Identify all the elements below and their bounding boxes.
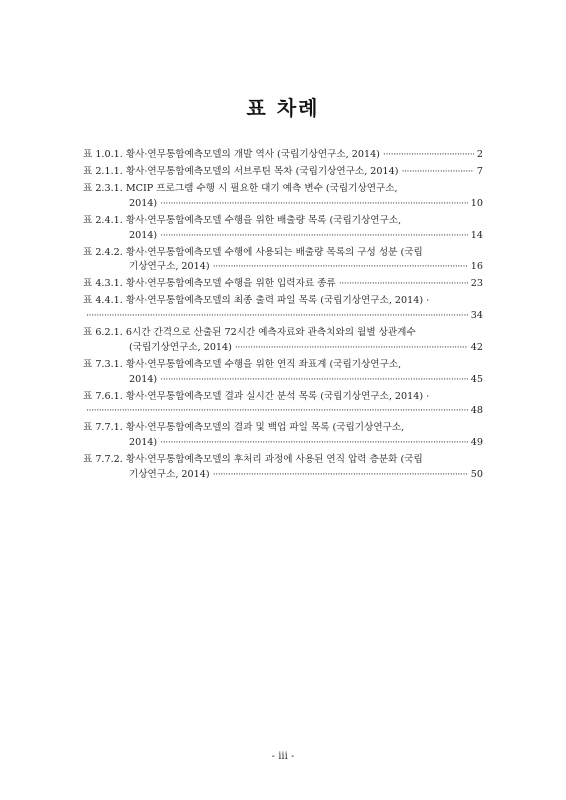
toc-entry-continuation: 2014) [129, 437, 158, 449]
dot-leader [339, 277, 468, 292]
toc-entry[interactable] [83, 421, 483, 451]
page-number: - iii - [271, 751, 295, 762]
toc-entry-page: 10 [470, 197, 483, 209]
toc-entry-text: 표 7.6.1. 황사·연무통합예측모델 결과 실시간 분석 목록 (국립기상연구소, 2014) · [83, 390, 430, 402]
toc-entry-text: 표 2.4.1. 황사·연무통합예측모델 수행을 위한 배출량 목록 (국립기상연구소, [83, 214, 402, 226]
dot-leader [86, 309, 468, 324]
toc-entry-text: 표 7.7.1. 황사·연무통합예측모델의 결과 및 백업 파일 목록 (국립기상연구소, [83, 422, 405, 434]
toc-entry-page: 48 [470, 405, 483, 417]
dot-leader [160, 436, 468, 451]
toc-entry[interactable] [83, 182, 483, 212]
toc-entry[interactable] [83, 326, 483, 356]
toc-entry-continuation: 기상연구소, 2014) [129, 261, 210, 273]
dot-leader [86, 404, 468, 419]
toc-entry-page: 23 [470, 278, 483, 290]
toc-entry[interactable] [83, 453, 483, 483]
dot-leader [160, 373, 468, 388]
toc-entry-text: 표 2.4.2. 황사·연무통합예측모델 수행에 사용되는 배출량 목록의 구성 성분 (국립 [83, 246, 423, 258]
toc-entry-text: 표 7.3.1. 황사·연무통합예측모델 수행을 위한 연직 좌표계 (국립기상연구소, [83, 358, 402, 370]
toc-entry[interactable] [83, 294, 483, 324]
toc-entry[interactable] [83, 165, 483, 180]
toc-entry-page: 49 [470, 437, 483, 449]
toc-entry[interactable] [83, 148, 483, 163]
toc-entry-text: 표 2.3.1. MCIP 프로그램 수행 시 필요한 대기 예측 변수 (국립기상연구소, [83, 182, 398, 194]
toc-entry-text: 표 2.1.1. 황사·연무통합예측모델의 서브루틴 목차 (국립기상연구소, 2014) [83, 165, 399, 177]
toc-entry[interactable] [83, 246, 483, 276]
dot-leader [160, 229, 468, 244]
toc-entry-page: 45 [470, 373, 483, 385]
toc-entry-page: 42 [470, 341, 483, 353]
toc-entry-page: 16 [470, 261, 483, 273]
toc-entry[interactable] [83, 358, 483, 388]
toc-entry-page: 50 [470, 469, 483, 480]
dot-leader [213, 260, 468, 275]
toc-entry-text: 표 4.4.1. 황사·연무통합예측모델의 최종 출력 파일 목록 (국립기상연구소, 2014) · [83, 295, 430, 307]
dot-leader [213, 468, 468, 483]
toc-entry-continuation: 2014) [129, 229, 158, 241]
toc-entry-continuation: (국립기상연구소, 2014) [129, 341, 232, 353]
toc-entry-continuation: 기상연구소, 2014) [129, 469, 210, 480]
toc-entry-page: 2 [476, 149, 483, 160]
toc-entry-text: 표 1.0.1. 황사·연무통합예측모델의 개발 역사 (국립기상연구소, 2014) [83, 149, 380, 160]
page-title: 표 차례 [246, 96, 320, 120]
toc-entry-text: 표 7.7.2. 황사·연무통합예측모델의 후처리 과정에 사용된 연직 압력 층분화 (국립 [83, 454, 423, 466]
table-of-contents [83, 148, 483, 485]
toc-entry-text: 표 4.3.1. 황사·연무통합예측모델 수행을 위한 입력자료 종류 [83, 278, 336, 290]
toc-entry-page: 7 [476, 165, 483, 177]
toc-entry-continuation: 2014) [129, 197, 158, 209]
toc-entry-text: 표 6.2.1. 6시간 간격으로 산출된 72시간 예측자료와 관측치와의 월별 상관계수 [83, 327, 416, 339]
dot-leader [160, 197, 468, 212]
toc-entry[interactable] [83, 214, 483, 244]
dot-leader [401, 165, 473, 180]
toc-entry-page: 14 [470, 229, 483, 241]
toc-entry-page: 34 [470, 310, 483, 322]
dot-leader [235, 341, 468, 356]
toc-entry-continuation: 2014) [129, 373, 158, 385]
toc-entry[interactable] [83, 277, 483, 292]
toc-entry[interactable] [83, 390, 483, 420]
dot-leader [383, 148, 474, 163]
